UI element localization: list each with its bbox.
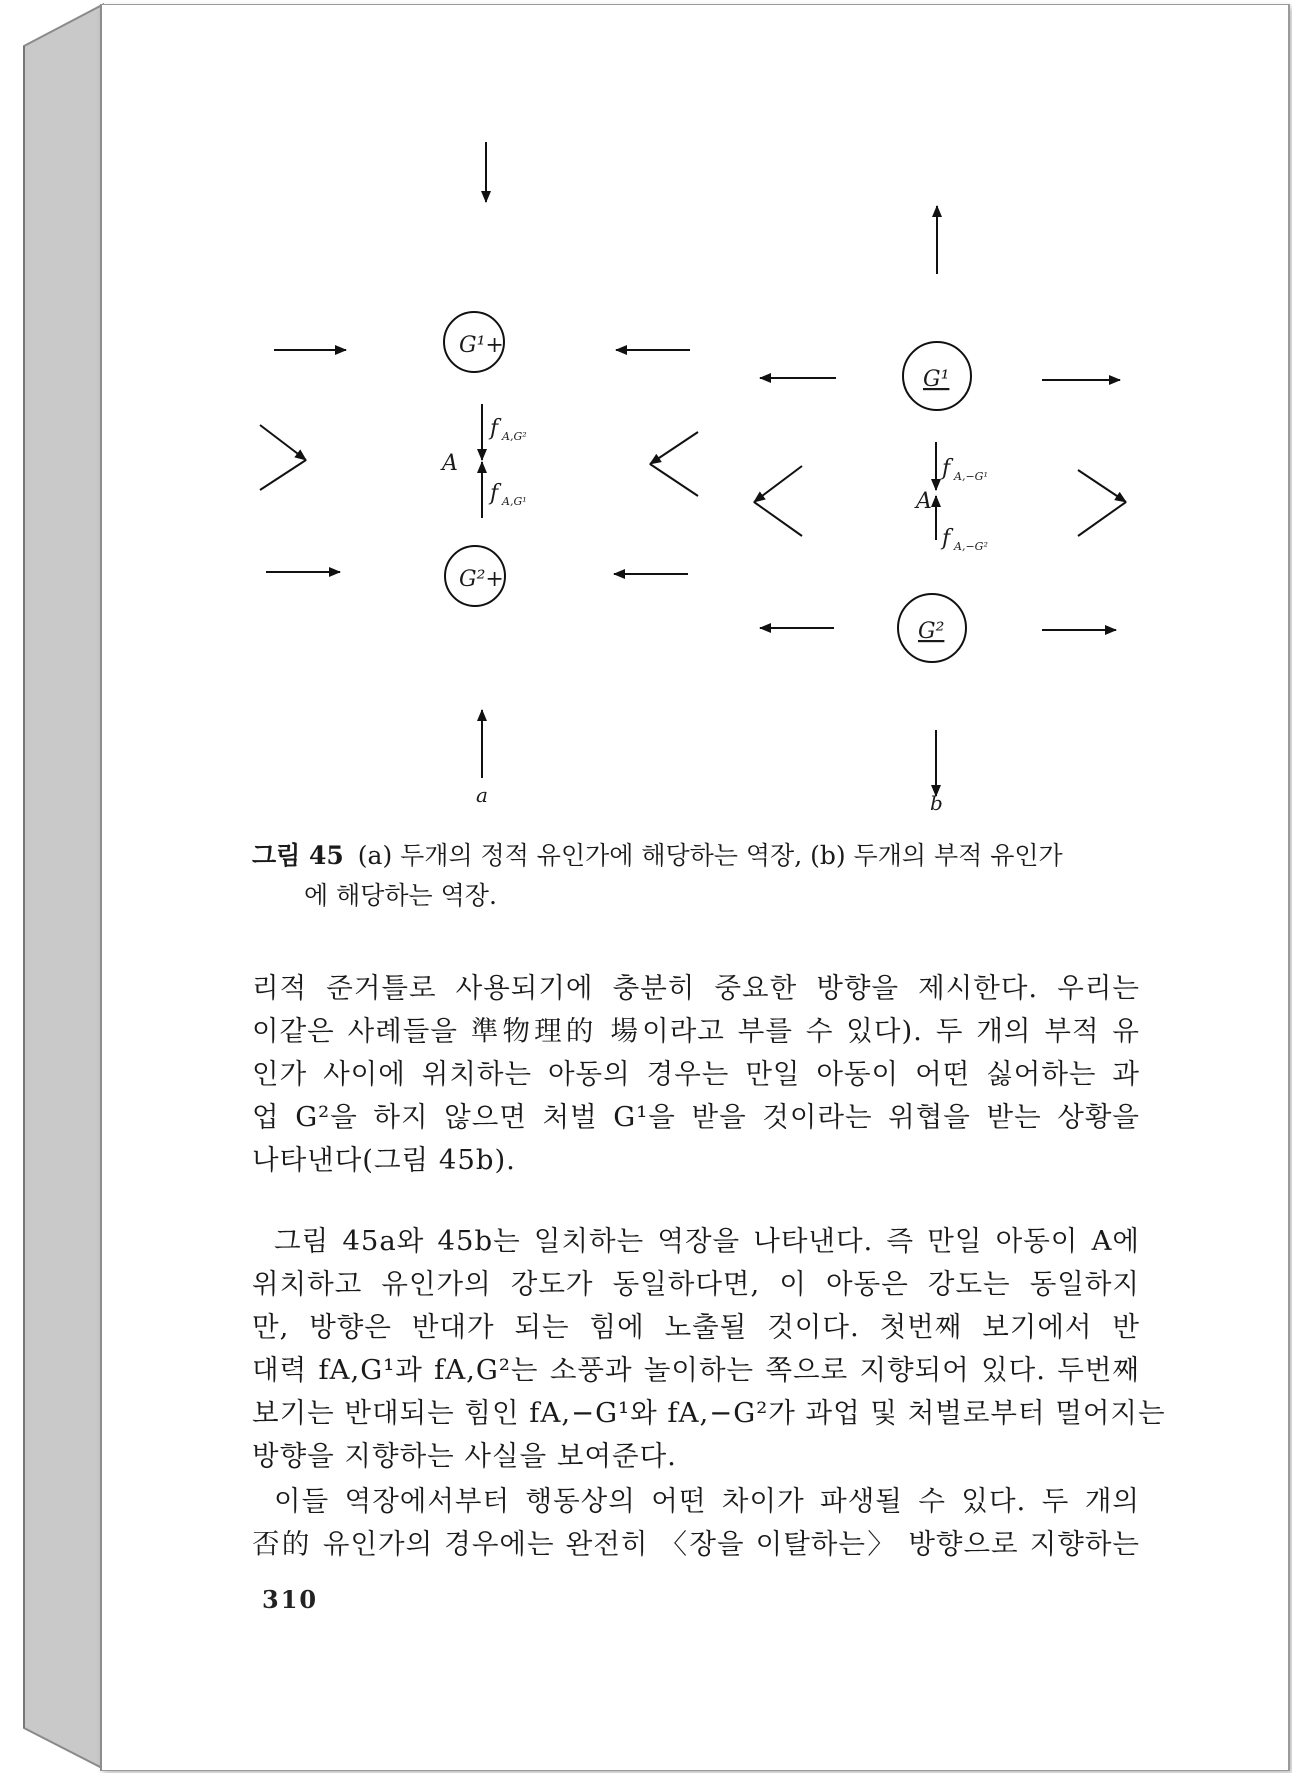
paragraph-2 xyxy=(252,1220,1166,1478)
force-lower-a: f xyxy=(490,481,499,506)
text-line: 보기는 반대되는 힘인 fA,−G¹와 fA,−G²가 과업 및 처벌로부터 멀어지는 xyxy=(252,1397,1166,1429)
text-line: 만, 방향은 반대가 되는 힘에 노출될 것이다. 첫번째 보기에서 반 xyxy=(252,1311,1140,1343)
node-g2-b: G² xyxy=(918,619,945,644)
text-line: 이같은 사례들을 準物理的 場이라고 부를 수 있다). 두 개의 부적 유 xyxy=(252,1015,1140,1047)
panel-b xyxy=(754,206,1126,796)
text-line: 업 G²을 하지 않으면 처벌 G¹을 받을 것이라는 위협을 받는 상황을 xyxy=(252,1101,1140,1133)
node-g2-plus-a: G²+ xyxy=(459,567,504,592)
text-line: 리적 준거틀로 사용되기에 충분히 중요한 방향을 제시한다. 우리는 xyxy=(252,972,1140,1004)
book-spine xyxy=(0,0,104,1773)
text-line: 그림 45a와 45b는 일치하는 역장을 나타낸다. 즉 만일 아동이 A에 xyxy=(274,1225,1140,1257)
page-number: 310 xyxy=(262,1585,319,1614)
force-upper-sub-a: A,G² xyxy=(502,430,527,443)
force-upper-b: f xyxy=(942,456,951,481)
caption-line-2: 에 해당하는 역장. xyxy=(304,881,497,910)
figure-number: 그림 45 xyxy=(252,841,344,870)
force-lower-sub-a: A,G¹ xyxy=(502,495,527,508)
force-lower-b: f xyxy=(942,526,951,551)
force-field-figure xyxy=(240,130,1160,830)
panel-label-a: a xyxy=(476,783,488,807)
text-line: 방향을 지향하는 사실을 보여준다. xyxy=(252,1440,677,1472)
node-g1-b: G¹ xyxy=(923,367,950,392)
paragraph-1 xyxy=(252,967,1140,1182)
panel-a xyxy=(260,142,698,778)
text-line: 대력 fA,G¹과 fA,G²는 소풍과 놀이하는 쪽으로 지향되어 있다. 두번째 xyxy=(252,1354,1140,1386)
text-line: 위치하고 유인가의 강도가 동일하다면, 이 아동은 강도는 동일하지 xyxy=(252,1268,1140,1300)
force-upper-sub-b: A,−G¹ xyxy=(954,470,988,483)
caption-line-1: (a) 두개의 정적 유인가에 해당하는 역장, (b) 두개의 부적 유인가 xyxy=(357,841,1063,870)
text-line: 이들 역장에서부터 행동상의 어떤 차이가 파생될 수 있다. 두 개의 xyxy=(274,1485,1140,1517)
panel-label-b: b xyxy=(930,791,943,815)
text-line: 否的 유인가의 경우에는 완전히 〈장을 이탈하는〉 방향으로 지향하는 xyxy=(252,1528,1140,1560)
paragraph-3 xyxy=(252,1480,1140,1566)
figure-caption xyxy=(252,836,1142,916)
point-a-label-a: A xyxy=(442,451,458,476)
force-lower-sub-b: A,−G² xyxy=(954,540,988,553)
point-a-label-b: A xyxy=(916,489,932,514)
text-line: 인가 사이에 위치하는 아동의 경우는 만일 아동이 어떤 싫어하는 과 xyxy=(252,1058,1140,1090)
node-g1-plus-a: G¹+ xyxy=(459,333,504,358)
text-line: 나타낸다(그림 45b). xyxy=(252,1144,516,1176)
force-upper-a: f xyxy=(490,416,499,441)
